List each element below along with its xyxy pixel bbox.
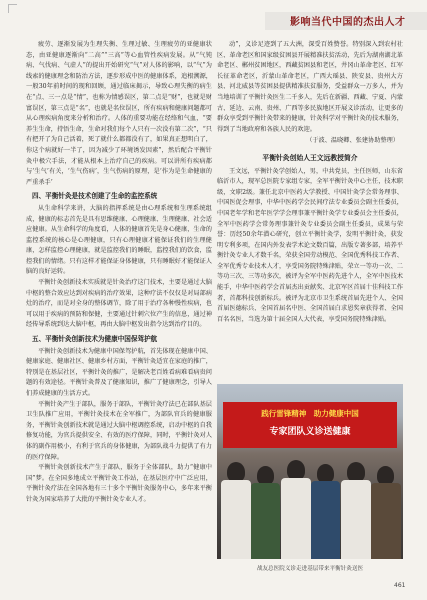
person-head — [347, 462, 365, 482]
page-number: 461 — [394, 582, 406, 589]
paragraph: 平衡针灸创新技术实质就是针灸治疗这门技术，主要是通过大脑中枢的整合效应达到对疾病的治疗效果，这种疗法不仅仅是对局部病灶的治疗，而是对全身的整体调节，除了用于治疗各种慢性疾病，也可以用于疾病的预防和保健，主要通过针刺穴位产生的信息，通过神经传导系统到达大脑中枢，再由大脑中枢发出指令达到治疗目的。 — [26, 279, 212, 329]
paragraph: 平衡针灸创新技术产生于部队，服务于全体部队，助力“健康中国”梦。在全国多地成立平衡针灸工作站，在基层医疗中广泛应用，平衡针灸疗法在全国各地有三十多个平衡针灸服务中心，多年来平衡针灸为国家培养了大批的平衡针灸专业人才。 — [26, 464, 212, 503]
person-head — [227, 462, 245, 482]
paragraph: 从生命科学来讲，大脑的指挥系统是由心理系统和生理系统组成，健康的标志首先是具有思维健康、心理健康、生理健康、社会适应健康。从生命科学的角度看，人体的健康首先是身心健康，生命的监控系统的核心是心理健康，只有心理健康才能保证我们的生理健康，怎样监控心理健康，就是监控我们的睡眠，监控我们的饮食，监控我们的情绪。只有这样才能保证身体健康，只有睡眠好才能保证人脑的良好运转。 — [26, 204, 212, 276]
section-title: 影响当代中国的杰出人才 — [290, 17, 406, 28]
person-body — [221, 480, 251, 559]
person-body — [251, 483, 280, 559]
paragraph: 平衡针灸产生于部队，服务于部队，平衡针灸疗法已在部队基层卫生队推广应用，平衡针灸技术在全军推广，为部队官兵的健康服务，平衡针灸创新技术就是通过大脑中枢调控系统，启动中枢的自我修复功能，为官兵提供安全、有效的医疗保障，同时，平衡针灸对人体的副作用极小，有利于官兵的身体健康，为部队战斗力提供了有力的医疗保障。 — [26, 400, 212, 461]
right-column — [217, 40, 403, 325]
banner-title: 专家团队义诊送健康 — [269, 427, 351, 437]
person-body — [341, 480, 371, 559]
person-body — [281, 478, 311, 559]
byline: （于波、温晓卿、张建协助整理） — [306, 137, 399, 145]
section-heading-4: 四、平衡针灸是技术创建了生命的监控系统 — [32, 192, 158, 201]
paragraph: 动”，义诊足迹到了五大洲，深受百姓赞誉。特别深入到农村社区、革命老区和国家级贫困县开展精准扶贫活动，先后为湖南湖北革命老区、郴州贫困地区，西藏贫困县和老区，井冈山革命老区、红军长征革命老区，沂蒙山革命老区，广西大瑶县、陕安县、贵州大方县、河北威县等贫困县提供精准扶贫服务，受益群众一万多人，并为当地培训了平衡针灸医生二千多人，先后在新疆、西藏、宁夏、内蒙古、延边、云南、贵州、广西等多民族地区开展义诊活动，让更多的群众享受到平衡针灸带来的健康，针灸科学对平衡针灸的技术服务，得到了当地政府和各族人民的欢迎。 — [217, 41, 403, 133]
event-photo — [217, 384, 403, 559]
paragraph: 平衡针灸创新技术为健康中国保驾护航，首先体现在健康中国、健康家庭、健康社区、健康乡村方面，平衡针灸适宜在家庭的推广，特别是在基层社区，平衡针灸的推广，是解决老百姓看病难看病贵问题的有效途径。平衡针灸普及了健康知识，推广了健康理念，引导人们养成健康的生活方式。 — [26, 347, 212, 397]
person-body — [371, 483, 401, 559]
page-header — [0, 0, 427, 30]
left-column — [26, 40, 212, 506]
person-body — [311, 481, 340, 559]
paragraph: 疲劳、逐渐发展为生理失衡、生理过敏、生理疲劳的亚健康状态，由亚健康逐渐向“二高”“三高”等心血管性疾病发展。从“气钝病、气伐病、气虚人”的提出开始研究“气”对人体的影响，以“气”为线索的健康理念和防治方法，逐步形成中医的健康体系，追根溯源，一般30年前时间的现和回顾，通过临床揭示，导致心理失衡的病生在“点、三一点是“情”，也称为情感误区，第二点是“财”，也就是财富误区，第三点是“名”，也就是名位误区，所有疾病和健康问题都可从心理疾病角度来分析和治疗。人体的重要功能在经络和气血，“要养生生命，持悟生命，生命对我们每个人只有一次没有第二次”，“只有把开了为自己活着，死了就什么都都没有了，如果真正想明白了，你这个病就好一半了，因为减少了环境诱发因素”，然后配合平衡针灸中极穴手法，才能从根本上治疗自己的疾病。可以讲所有疾病都与‘生气’有关，‘生气伤病’，生气伤病的原理，是‘作为是生命健康的严重杀手’ — [26, 41, 212, 186]
person-head — [287, 460, 305, 480]
bio-heading: 平衡针灸创始人王文远教授简介 — [262, 153, 358, 162]
red-banner — [223, 402, 397, 448]
banner-slogan: 践行雷锋精神 助力健康中国 — [261, 409, 359, 418]
section-heading-5: 五、平衡针灸创新技术为健康中国保驾护航 — [32, 335, 158, 344]
photo-caption: 战友总医院义诊走进基层带来平衡针灸送医 — [256, 566, 364, 572]
paragraph: 王文远，平衡针灸学创始人，男，中共党员，主任医师，山东省临沂市人，现军总医院专家组专家，全军平衡针灸中心主任，技术职级，文职2级。兼任北京中医药大学教授、中国针灸学会常务理事、中国医促会理事，中华中医药学会民间疗法专业委员会副主任委员，中国老年学和老年医学学会理事兼平衡针灸学专业委员会主任委员，全军中医药学会常务理事兼针灸专业委员会副主任委员，成果与荣誉：历经50余年潜心研究，创立平衡针灸学，发明平衡针灸，获发明专利多项，在国内外发表学术论文数百篇，出版专著多部，培养平衡针灸专业人才数千名，荣获全国劳动模范、全国优秀科技工作者、全军优秀专业技术人才，享受国务院特殊津贴，荣立一等功一次、二等功三次、三等功多次，被评为全军中医药先进个人，全军中医技术能手，中华中医药学会首届杰出贡献奖、北京军区首届十佳科技工作者，首都科技创新标兵。被评为北京市卫生系统首届先进个人、全国首届医德标兵、全国首届名中医、全国首届白求恩奖章获得者、全国百名名医，当选为第十届全国人大代表，享受国务院特殊津贴。 — [217, 167, 403, 323]
